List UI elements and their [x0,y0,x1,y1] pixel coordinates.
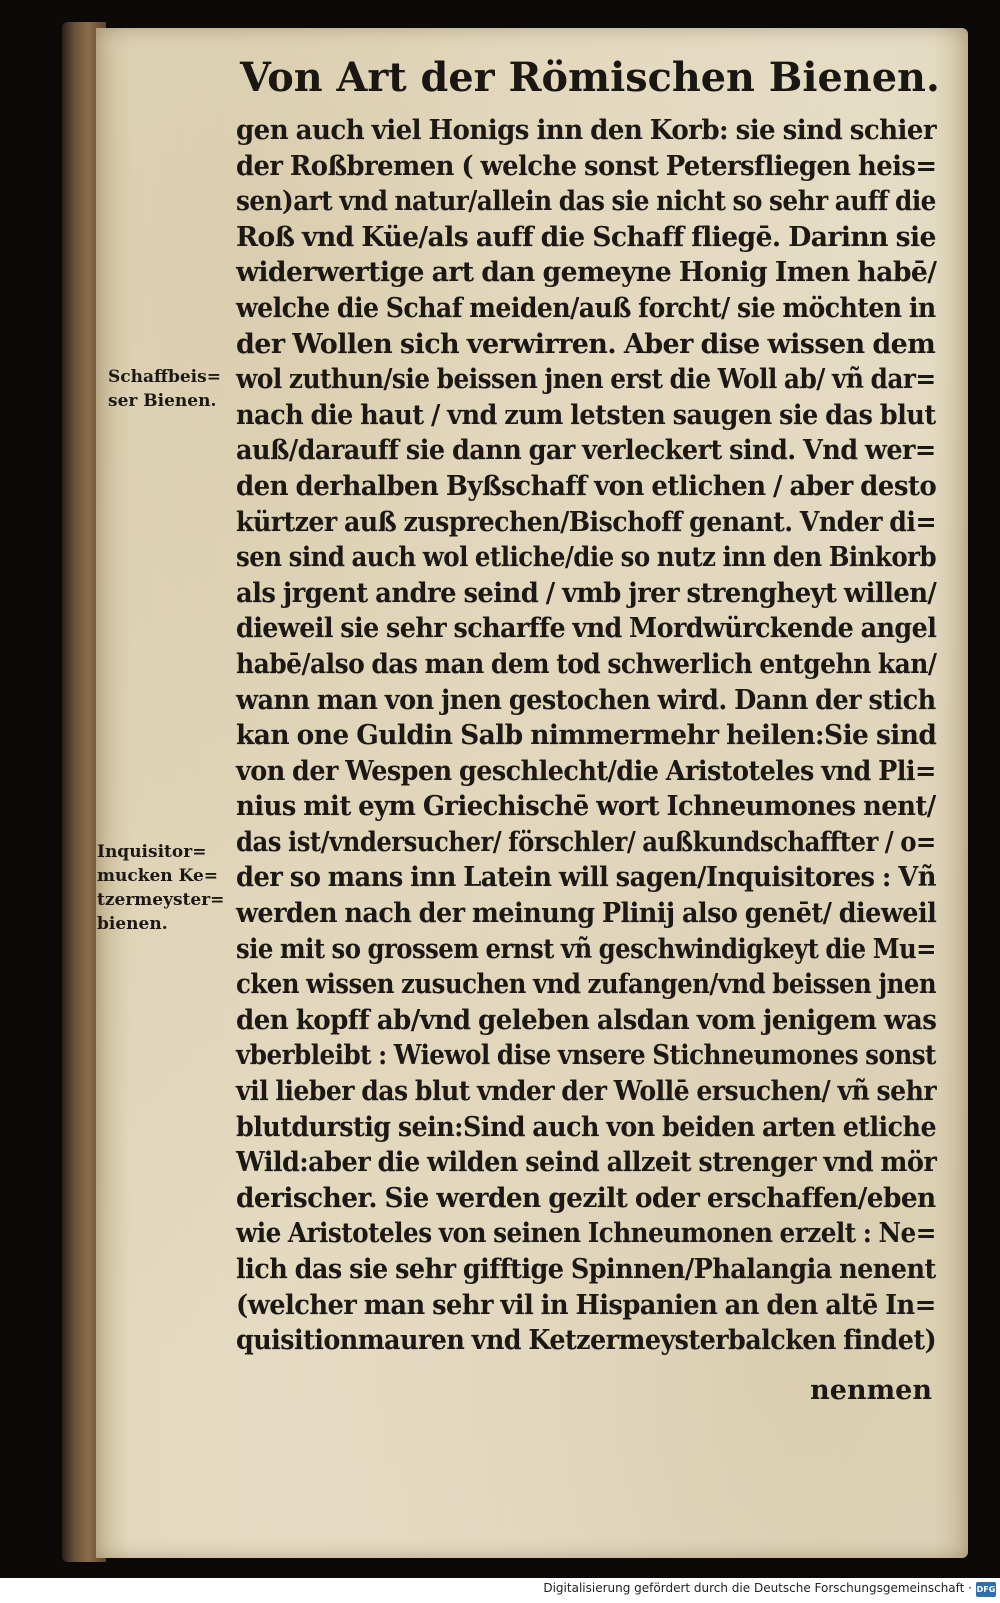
text-line: wol zuthun/sie beissen jnen erst die Woll ab/ vñ dar= [236,364,936,396]
text-line: der so mans inn Latein will sagen/Inquisitores : Vñ [236,862,936,894]
text-line: sen)art vnd natur/allein das sie nicht so sehr auff die [236,186,936,218]
marginal-line: mucken Ke= [97,866,219,886]
text-line: sen sind auch wol etliche/die so nutz inn den Binkorb [236,542,937,574]
marginal-note-inquisitor [97,840,224,936]
text-line: der Wollen sich verwirren. Aber dise wissen dem [236,328,936,360]
text-line: quisitionmauren vnd Ketzermeysterbalcken findet) [236,1325,937,1357]
text-line: (welcher man sehr vil in Hispanien an den altē In= [236,1289,936,1321]
text-line: der Roßbremen ( welche sonst Petersfliegen heis= [236,150,937,182]
text-line: auß/darauff sie dann gar verleckert sind. Vnd wer= [236,435,936,467]
text-line: wann man von jnen gestochen wird. Dann der stich [236,684,936,716]
text-line: lich das sie sehr gifftige Spinnen/Phalangia nenent [236,1254,936,1285]
text-line: cken wissen zusuchen vnd zufangen/vnd beissen jnen [236,969,937,1001]
marginal-line: bienen. [97,914,168,934]
footer-credit: Digitalisierung gefördert durch die Deutsche Forschungsgemeinschaft · [543,1581,972,1595]
marginal-note-schaffbeisser [108,365,221,413]
marginal-line: ser Bienen. [108,391,217,411]
text-line: sie mit so grossem ernst vñ geschwindigkeyt die Mu= [236,933,937,965]
text-line: den derhalben Byßschaff von etlichen / aber desto [236,470,937,502]
text-line: derischer. Sie werden gezilt oder erschaffen/eben [236,1182,936,1214]
text-line: dieweil sie sehr scharffe vnd Mordwürckende angel [236,613,937,645]
text-line: blutdurstig sein:Sind auch von beiden arten etliche [236,1111,937,1143]
catchword: nenmen [810,1375,932,1406]
text-line: widerwertige art dan gemeyne Honig Imen habē/ [236,257,937,289]
footer-bar [0,1578,1000,1603]
text-line: wie Aristoteles von seinen Ichneumonen erzelt : Ne= [236,1218,936,1250]
text-line: vberbleibt : Wiewol dise vnsere Stichneumones sonst [236,1040,936,1072]
text-line: Roß vnd Küe/als auff die Schaff fliegē. Darinn sie [236,221,936,253]
running-head: Von Art der Römischen Bienen. [240,54,940,101]
text-line: gen auch viel Honigs inn den Korb: sie sind schier [236,115,937,146]
text-line: nach die haut / vnd zum letsten saugen sie das blut [236,399,936,431]
dfg-logo: DFG [976,1582,996,1597]
marginal-line: Schaffbeis= [108,367,221,387]
text-line: nius mit eym Griechischē wort Ichneumones nent/ [236,791,936,823]
text-line: werden nach der meinung Plinij also genēt/ dieweil [236,898,937,930]
text-line: den kopff ab/vnd geleben alsdan vom jenigem was [236,1004,937,1036]
text-line: als jrgent andre seind / vmb jrer strengheyt willen/ [236,577,937,609]
marginal-line: tzermeyster= [97,890,225,910]
marginal-line: Inquisitor= [97,842,207,862]
text-line: habē/also das man dem tod schwerlich entgehn kan/ [236,648,937,680]
text-line: kan one Guldin Salb nimmermehr heilen:Sie sind [236,720,937,752]
text-line: welche die Schaf meiden/auß forcht/ sie möchten in [236,292,936,324]
text-line: Wild:aber die wilden seind allzeit strenger vnd mör [236,1147,937,1179]
text-line: vil lieber das blut vnder der Wollē ersuchen/ vñ sehr [236,1076,937,1108]
text-line: von der Wespen geschlecht/die Aristoteles vnd Pli= [236,755,936,787]
body-text [236,113,936,1359]
text-line: das ist/vndersucher/ förschler/ außkundschaffter / o= [236,826,936,858]
text-line: kürtzer auß zusprechen/Bischoff genant. Vnder di= [236,506,937,538]
